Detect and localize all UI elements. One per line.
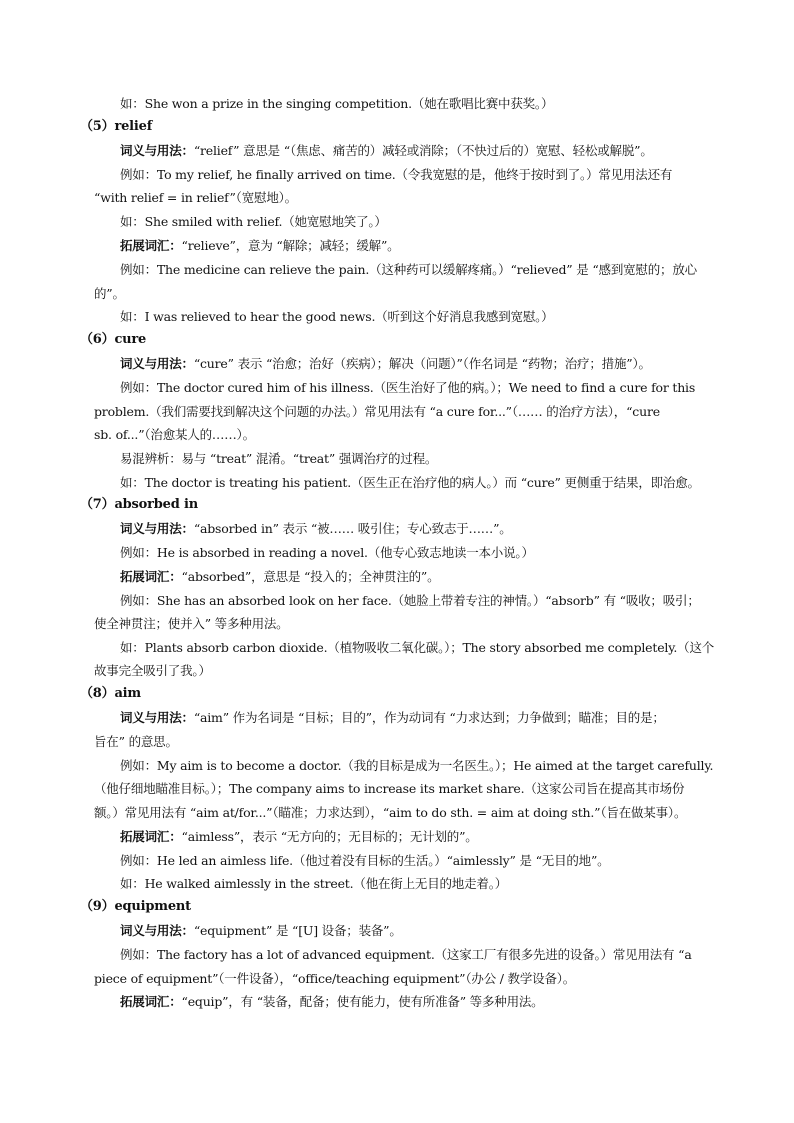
definition-label: 词义与用法：	[120, 710, 194, 725]
example-line: 例如：She has an absorbed look on her face.（她脸上带着专注的神情。）“absorb” 有 “吸收；吸引；	[120, 593, 700, 608]
continuation-line: problem.（我们需要找到解决这个问题的办法。）常见用法有 “a cure for...”（…… 的治疗方法），“cure	[94, 404, 660, 419]
continuation-line: 旨在” 的意思。	[94, 734, 178, 749]
extension-text: “absorbed”，意思是 “投入的；全神贯注的”。	[181, 569, 440, 584]
example-line: 如：He walked aimlessly in the street.（他在街上无目的地走着。）	[120, 876, 508, 891]
extension-text: “equip”，有 “装备，配备；使有能力，使有所准备” 等多种用法。	[181, 994, 544, 1009]
example-line: 例如：To my relief, he finally arrived on time.（令我宽慰的是，他终于按时到了。）常见用法还有	[120, 167, 673, 182]
confusion-line: 易混辨析：易与 “treat” 混淆。“treat” 强调治疗的过程。	[120, 451, 438, 466]
definition-text: “absorbed in” 表示 “被…… 吸引住；专心致志于……”。	[193, 521, 512, 536]
extension-text: “relieve”，意为 “解除；减轻；缓解”。	[181, 238, 400, 253]
extension-label: 拓展词汇：	[120, 238, 182, 253]
continuation-line: “with relief = in relief”（宽慰地）。	[94, 190, 297, 205]
section-heading-aim: （8）aim	[80, 686, 141, 701]
definition-text: “cure” 表示 “治愈；治好（疾病）；解决（问题）”（作名词是 “药物；治疗；措施”）。	[193, 356, 651, 371]
extension-label: 拓展词汇：	[120, 569, 182, 584]
definition-label: 词义与用法：	[120, 356, 194, 371]
example-line: 如：I was relieved to hear the good news.（听到这个好消息我感到宽慰。）	[120, 309, 554, 324]
example-line: 例如：He led an aimless life.（他过着没有目标的生活。）“aimlessly” 是 “无目的地”。	[120, 853, 610, 868]
example-line: 如：She won a prize in the singing competition.（她在歌唱比赛中获奖。）	[120, 96, 554, 111]
example-line: 例如：My aim is to become a doctor.（我的目标是成为一名医生。）；He aimed at the target carefully.	[120, 758, 714, 773]
section-heading-relief: （5）relief	[80, 119, 153, 134]
example-line: 例如：The factory has a lot of advanced equipment.（这家工厂有很多先进的设备。）常见用法有 “a	[120, 947, 692, 962]
example-line: 例如：The doctor cured him of his illness.（医生治好了他的病。）；We need to find a cure for this	[120, 380, 696, 395]
continuation-line: 额。）常见用法有 “aim at/for...”（瞄准；力求达到），“aim to do sth. = aim at doing sth.”（旨在做某事）。	[94, 805, 687, 820]
continuation-line: 的”。	[94, 286, 125, 301]
definition-text: “aim” 作为名词是 “目标；目的”，作为动词有 “力求达到；力争做到；瞄准；目的是；	[193, 710, 665, 725]
extension-line	[120, 994, 543, 1010]
section-heading-equipment: （9）equipment	[80, 899, 191, 914]
example-line: 如：She smiled with relief.（她宽慰地笑了。）	[120, 214, 387, 229]
extension-line	[120, 829, 478, 845]
definition-line	[120, 521, 512, 537]
extension-label: 拓展词汇：	[120, 829, 182, 844]
definition-label: 词义与用法：	[120, 143, 194, 158]
definition-text: “relief” 意思是 “（焦虑、痛苦的）减轻或消除；（不快过后的）宽慰、轻松或解脱”。	[193, 143, 653, 158]
definition-text: “equipment” 是 “[U] 设备；装备”。	[193, 923, 402, 938]
continuation-line: sb. of...”（治愈某人的……）。	[94, 427, 255, 442]
extension-text: “aimless”，表示 “无方向的；无目标的；无计划的”。	[181, 829, 478, 844]
definition-line	[120, 356, 651, 372]
continuation-line: 使全神贯注；使并入” 等多种用法。	[94, 616, 289, 631]
continuation-line: 故事完全吸引了我。）	[94, 663, 211, 678]
definition-line	[120, 710, 665, 726]
example-line: 如：The doctor is treating his patient.（医生正在治疗他的病人。）而 “cure” 更侧重于结果，即治愈。	[120, 475, 700, 490]
extension-line	[120, 569, 439, 585]
definition-label: 词义与用法：	[120, 521, 194, 536]
continuation-line: （他仔细地瞄准目标。）；The company aims to increase its market share.（这家公司旨在提高其市场份	[94, 781, 685, 796]
definition-line	[120, 923, 402, 939]
example-line: 例如：He is absorbed in reading a novel.（他专心致志地读一本小说。）	[120, 545, 534, 560]
section-heading-cure: （6）cure	[80, 332, 147, 347]
definition-label: 词义与用法：	[120, 923, 194, 938]
extension-line	[120, 238, 399, 254]
example-line: 例如：The medicine can relieve the pain.（这种药可以缓解疼痛。）“relieved” 是 “感到宽慰的；放心	[120, 262, 697, 277]
example-line: 如：Plants absorb carbon dioxide.（植物吸收二氧化碳。）；The story absorbed me completely.（这个	[120, 640, 715, 655]
definition-line	[120, 143, 653, 159]
extension-label: 拓展词汇：	[120, 994, 182, 1009]
continuation-line: piece of equipment”（一件设备），“office/teaching equipment”（办公 / 教学设备）。	[94, 971, 576, 986]
section-heading-absorbed-in: （7）absorbed in	[80, 497, 198, 512]
